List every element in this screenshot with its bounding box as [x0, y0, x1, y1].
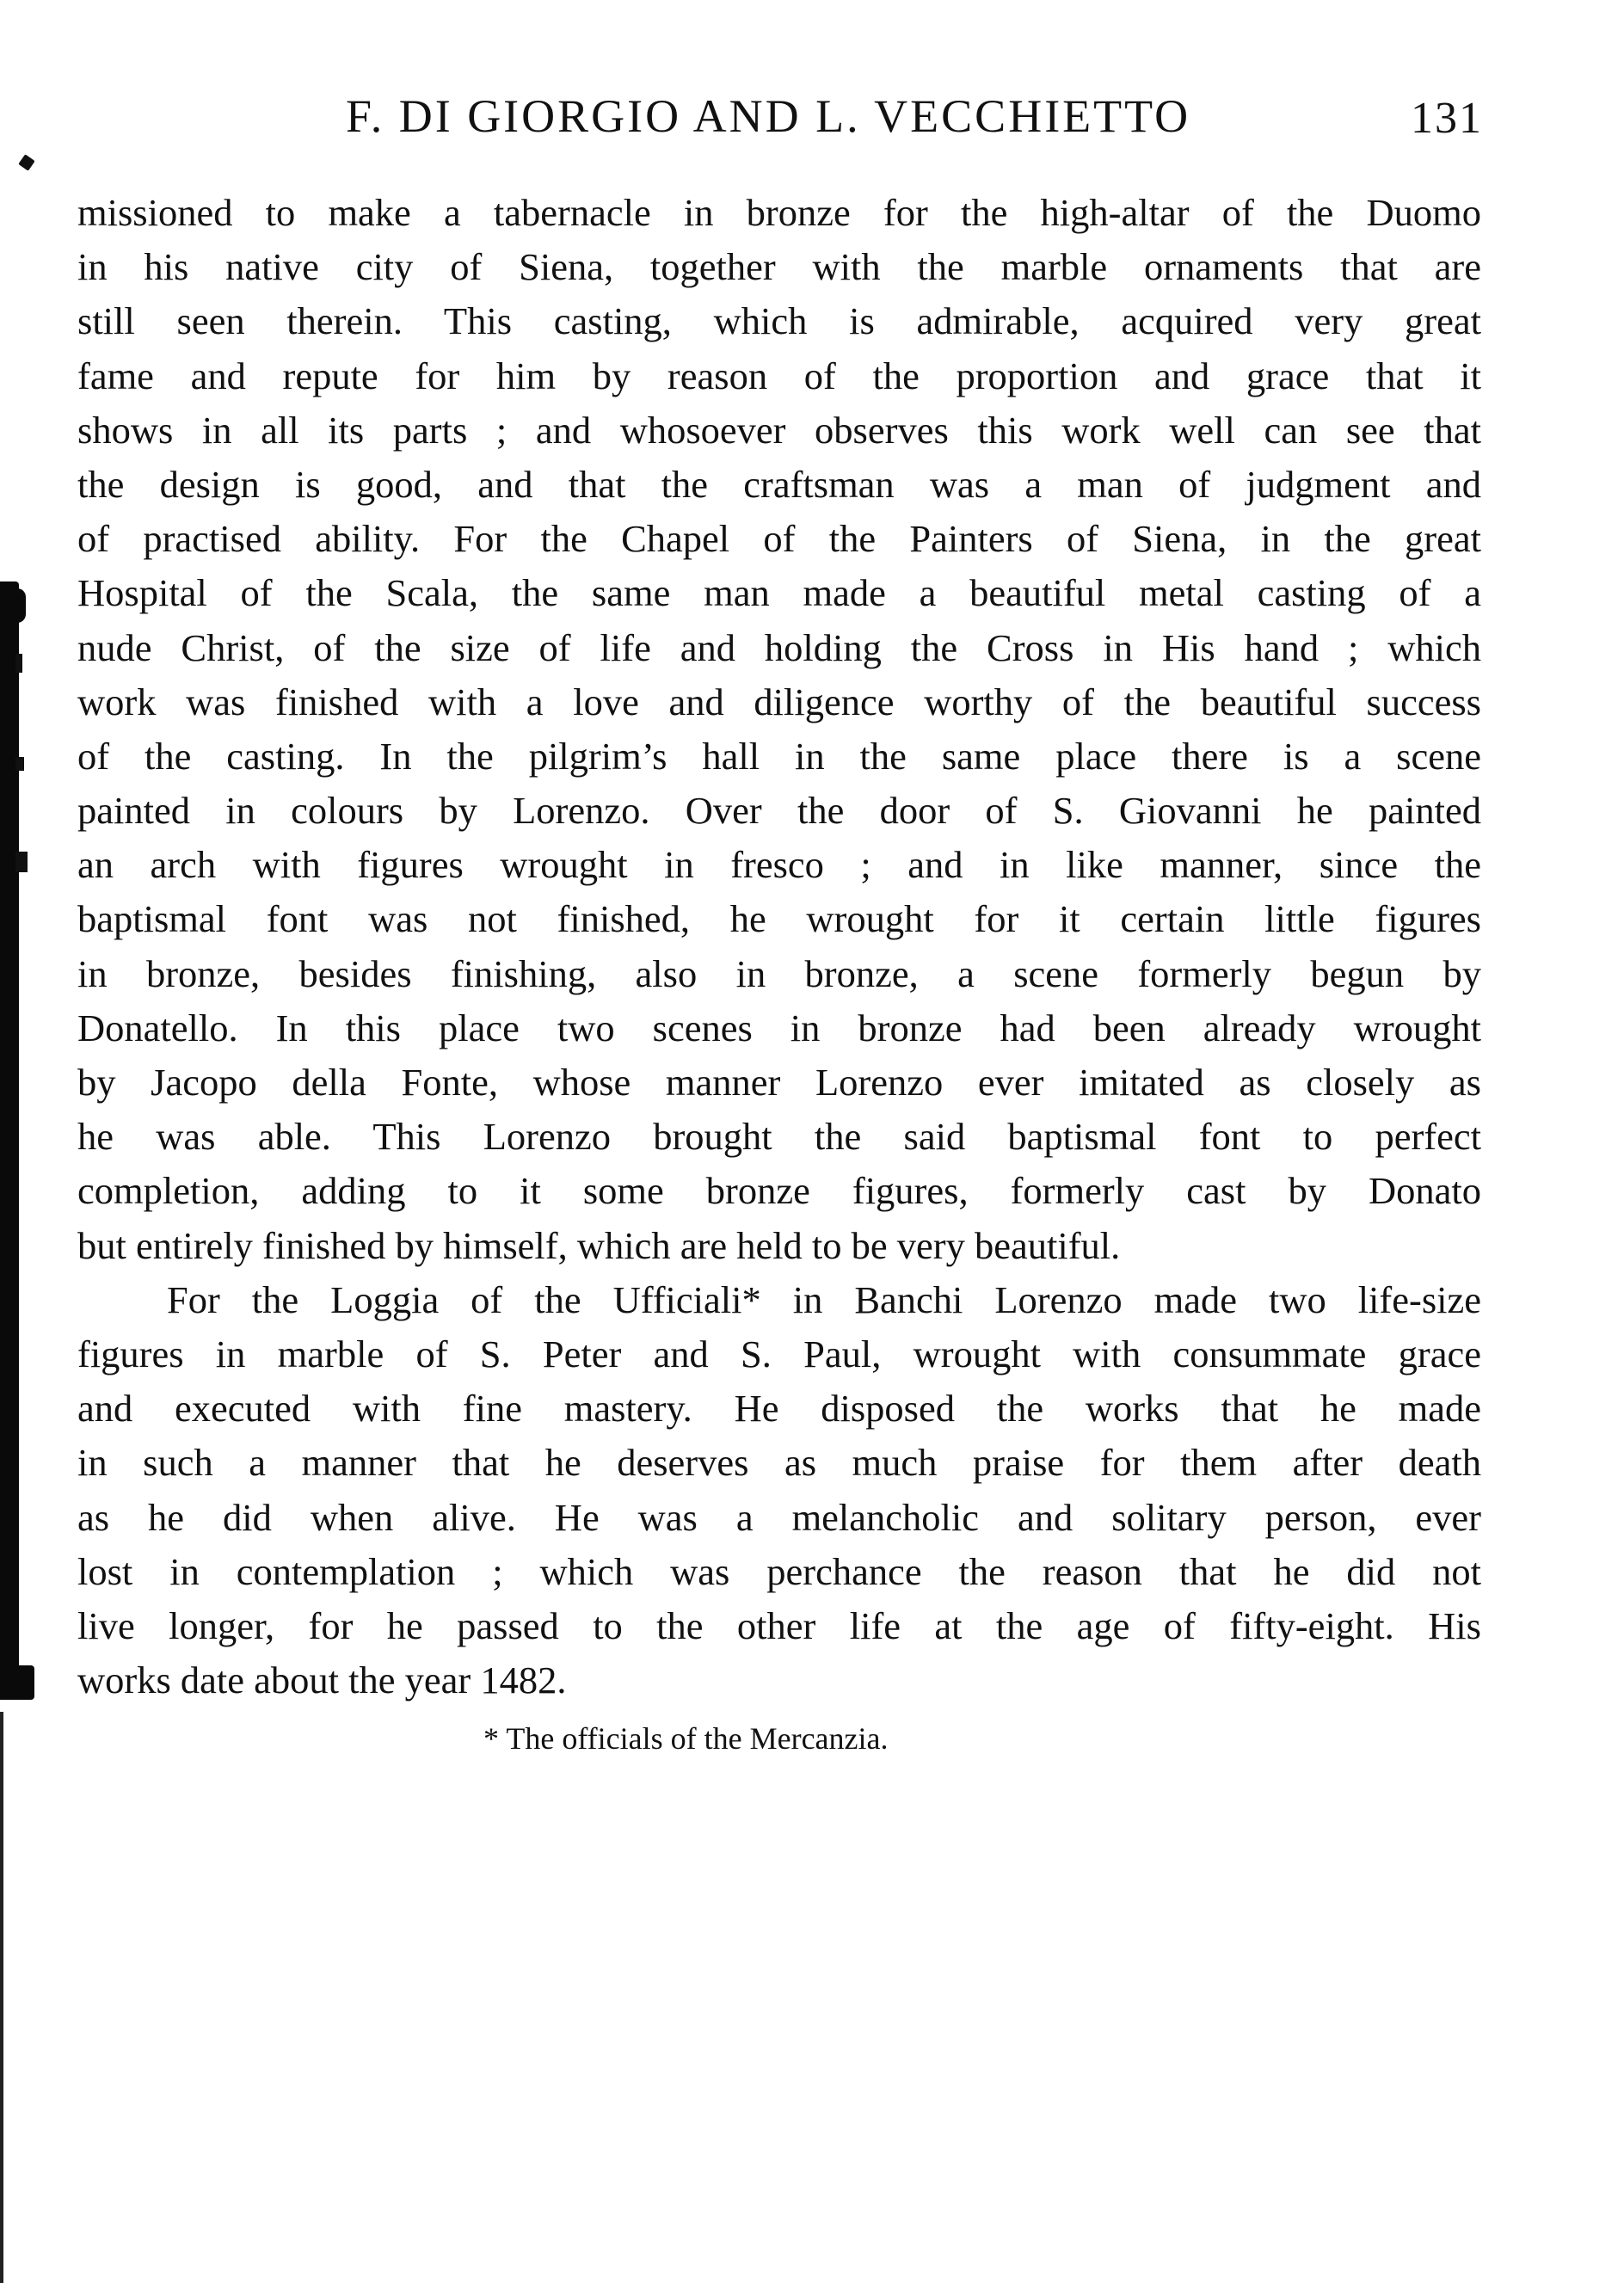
text-line: but entirely finished by himself, which are held to be very beautiful.: [77, 1223, 1121, 1267]
text-line: of practised ability. For the Chapel of the Painters of Siena, in the great: [77, 517, 1481, 561]
binding-shadow: [0, 582, 19, 1683]
text-line: missioned to make a tabernacle in bronze for the high-altar of the Duomo: [77, 191, 1481, 234]
text-line: shows in all its parts ; and whosoever observes this work well can see that: [77, 408, 1481, 452]
binding-shadow-bottom: [0, 1665, 34, 1700]
text-line: in bronze, besides finishing, also in bronze, a scene formerly begun by: [77, 951, 1481, 995]
text-line: work was finished with a love and diligence worthy of the beautiful success: [77, 680, 1481, 723]
text-line: fame and repute for him by reason of the proportion and grace that it: [77, 354, 1481, 397]
page-number: 131: [1411, 94, 1483, 143]
text-line: live longer, for he passed to the other life at the age of fifty-eight. His: [77, 1603, 1481, 1647]
text-line: he was able. This Lorenzo brought the said baptismal font to perfect: [77, 1115, 1481, 1159]
text-line: painted in colours by Lorenzo. Over the door of S. Giovanni he painted: [77, 789, 1481, 833]
footnote: * The officials of the Mercanzia.: [483, 1721, 889, 1756]
text-line: in his native city of Siena, together with the marble ornaments that are: [77, 245, 1481, 289]
text-line: figures in marble of S. Peter and S. Paul, wrought with consummate grace: [77, 1332, 1481, 1375]
binding-notch: [15, 654, 22, 673]
text-line: of the casting. In the pilgrim’s hall in the same place there is a scene: [77, 734, 1481, 778]
text-line: works date about the year 1482.: [77, 1658, 567, 1702]
text-line: lost in contemplation ; which was perchance the reason that he did not: [77, 1549, 1481, 1593]
binding-notch: [15, 852, 28, 872]
text-line: Hospital of the Scala, the same man made a beautiful metal casting of a: [77, 571, 1481, 615]
text-line: completion, adding to it some bronze figures, formerly cast by Donato: [77, 1169, 1481, 1213]
text-line: Donatello. In this place two scenes in bronze had been already wrought: [77, 1006, 1481, 1049]
scan-speck: [18, 154, 34, 170]
binding-shadow-top: [0, 588, 26, 623]
text-line: the design is good, and that the craftsman was a man of judgment and: [77, 462, 1481, 506]
text-line: baptismal font was not finished, he wrought for it certain little figures: [77, 897, 1481, 941]
text-line: For the Loggia of the Ufficiali* in Banchi Lorenzo made two life-size: [167, 1277, 1481, 1321]
text-line: by Jacopo della Fonte, whose manner Lorenzo ever imitated as closely as: [77, 1061, 1481, 1104]
page-edge-line: [0, 1712, 3, 2283]
body-text: [77, 186, 1481, 1708]
text-line: an arch with figures wrought in fresco ; and in like manner, since the: [77, 843, 1481, 887]
text-line: as he did when alive. He was a melancholic and solitary person, ever: [77, 1495, 1481, 1539]
text-line: still seen therein. This casting, which is admirable, acquired very great: [77, 299, 1481, 343]
running-title: F. DI GIORGIO AND L. VECCHIETTO: [346, 90, 1191, 142]
binding-notch: [15, 757, 24, 771]
text-line: in such a manner that he deserves as much praise for them after death: [77, 1441, 1481, 1485]
text-line: and executed with fine mastery. He disposed the works that he made: [77, 1387, 1481, 1431]
text-line: nude Christ, of the size of life and holding the Cross in His hand ; which: [77, 625, 1481, 669]
